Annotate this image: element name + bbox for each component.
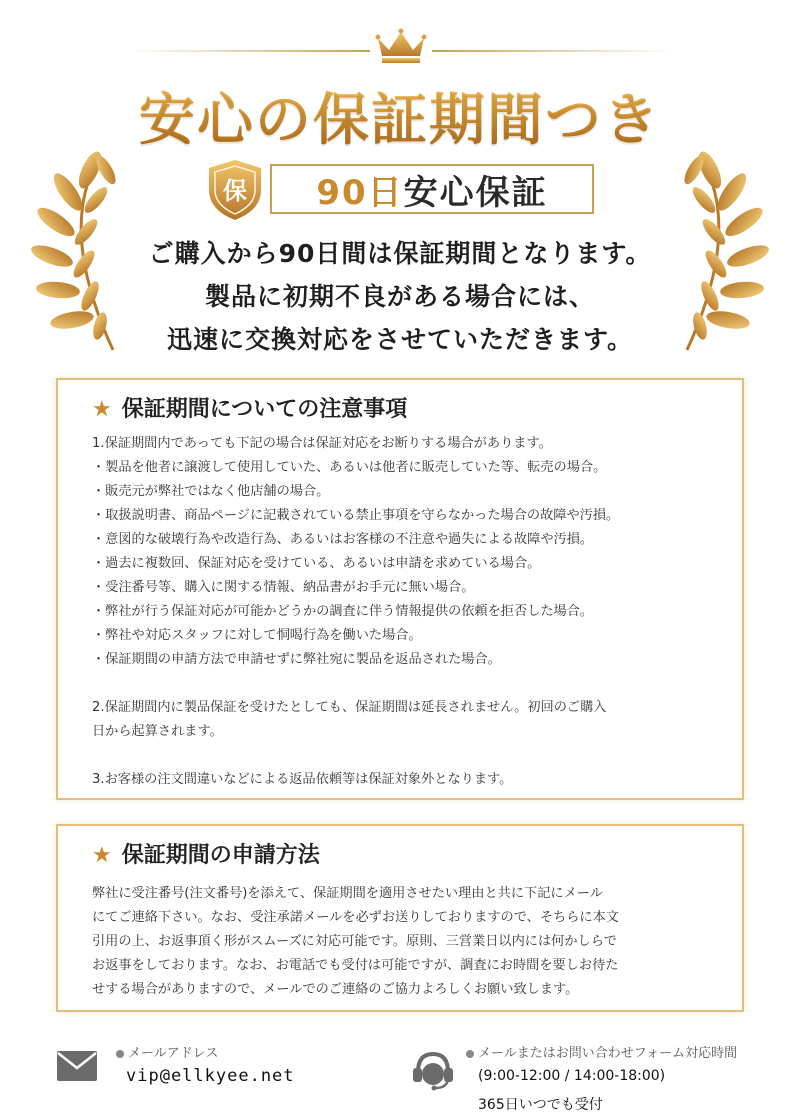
lead-line: ご購入から90日間は保証期間となります。 (148, 239, 652, 268)
notice-bullet: ・弊社や対応スタッフに対して恫喝行為を働いた場合。 (92, 628, 422, 643)
notice-bullet: ・製品を他者に譲渡して使用していた、あるいは他者に販売していた等、転売の場合。 (92, 460, 607, 475)
notice-body (92, 432, 718, 792)
apply-title (92, 838, 320, 869)
headset-icon (410, 1048, 456, 1092)
shield-char: 保 (223, 177, 247, 205)
notice-bullet: ・過去に複数回、保証対応を受けている、あるいは申請を求めている場合。 (92, 556, 541, 571)
apply-title-text: 保証期間の申請方法 (121, 843, 320, 868)
apply-line: お返事をしております。なお、お電話でも受付は可能ですが、調査にお時間を要しお待た (92, 958, 619, 973)
guarantee-badge (206, 158, 606, 222)
bullet-dot-icon (466, 1050, 474, 1058)
notice-bullet: ・受注番号等、購入に関する情報、納品書がお手元に無い場合。 (92, 580, 475, 595)
crown-icon (374, 28, 428, 64)
badge-label (270, 164, 594, 214)
notice-bullet: ・弊社が行う保証対応が可能かどうかの調査に伴う情報提供の依頼を拒否した場合。 (92, 604, 594, 619)
contact-hours (410, 1040, 790, 1116)
apply-line: 弊社に受注番号(注文番号)を添えて、保証期間を適用させたい理由と共に下記にメール (92, 886, 603, 901)
notice-title (92, 392, 407, 423)
page-title: 安心の保証期間つき (0, 76, 800, 156)
lead-line: 迅速に交換対応をさせていただきます。 (166, 325, 633, 354)
email-link[interactable]: vip@ellkyee.net (126, 1066, 295, 1086)
badge-number: 90日 (316, 172, 404, 213)
star-icon: ★ (92, 843, 112, 868)
mail-icon (56, 1050, 98, 1082)
notice-section (56, 378, 744, 800)
hours-label: メールまたはお問い合わせフォーム対応時間 (466, 1042, 737, 1061)
star-icon: ★ (92, 397, 112, 422)
apply-body (92, 882, 718, 1002)
notice-bullet: ・意図的な破壊行為や改造行為、あるいはお客様の不注意や過失による故障や汚損。 (92, 532, 594, 547)
email-label: メールアドレス (116, 1042, 218, 1061)
lead-line: 製品に初期不良がある場合には、 (204, 282, 595, 311)
notice-item-2-line: 2.保証期間内に製品保証を受けたとしても、保証期間は延長されません。初回のご購入 (92, 700, 607, 715)
shield-icon (206, 158, 264, 222)
contact-email (56, 1040, 356, 1100)
notice-bullet: ・保証期間の申請方法で申請せずに弊社宛に製品を返品された場合。 (92, 652, 501, 667)
apply-line: にてご連絡下さい。なお、受注承諾メールを必ずお送りしておりますので、そちらに本文 (92, 910, 619, 925)
crown-divider (0, 28, 800, 68)
divider-line-right (432, 50, 672, 52)
apply-line: 引用の上、お返事頂く形がスムーズに対応可能です。原則、三営業日以内には何かしらで (92, 934, 617, 949)
notice-item-2-line: 日から起算されます。 (92, 724, 223, 739)
notice-item-1: 1.保証期間内であっても下記の場合は保証対応をお断りする場合があります。 (92, 436, 552, 451)
lead-text (0, 232, 800, 361)
divider-line-left (130, 50, 370, 52)
apply-section (56, 824, 744, 1012)
apply-line: せする場合がありますので、メールでのご連絡のご協力よろしくお願い致します。 (92, 982, 579, 997)
notice-bullet: ・取扱説明書、商品ページに記載されている禁止事項を守らなかった場合の故障や汚損。 (92, 508, 620, 523)
notice-item-3: 3.お客様の注文間違いなどによる返品依頼等は保証対象外となります。 (92, 772, 513, 787)
bullet-dot-icon (116, 1050, 124, 1058)
notice-bullet: ・販売元が弊社ではなく他店舗の場合。 (92, 484, 330, 499)
notice-title-text: 保証期間についての注意事項 (121, 397, 408, 422)
badge-text: 安心保証 (403, 172, 548, 213)
hours-value: (9:00-12:00 / 14:00-18:00) (478, 1068, 666, 1084)
days-value: 365日いつでも受付 (478, 1097, 603, 1113)
